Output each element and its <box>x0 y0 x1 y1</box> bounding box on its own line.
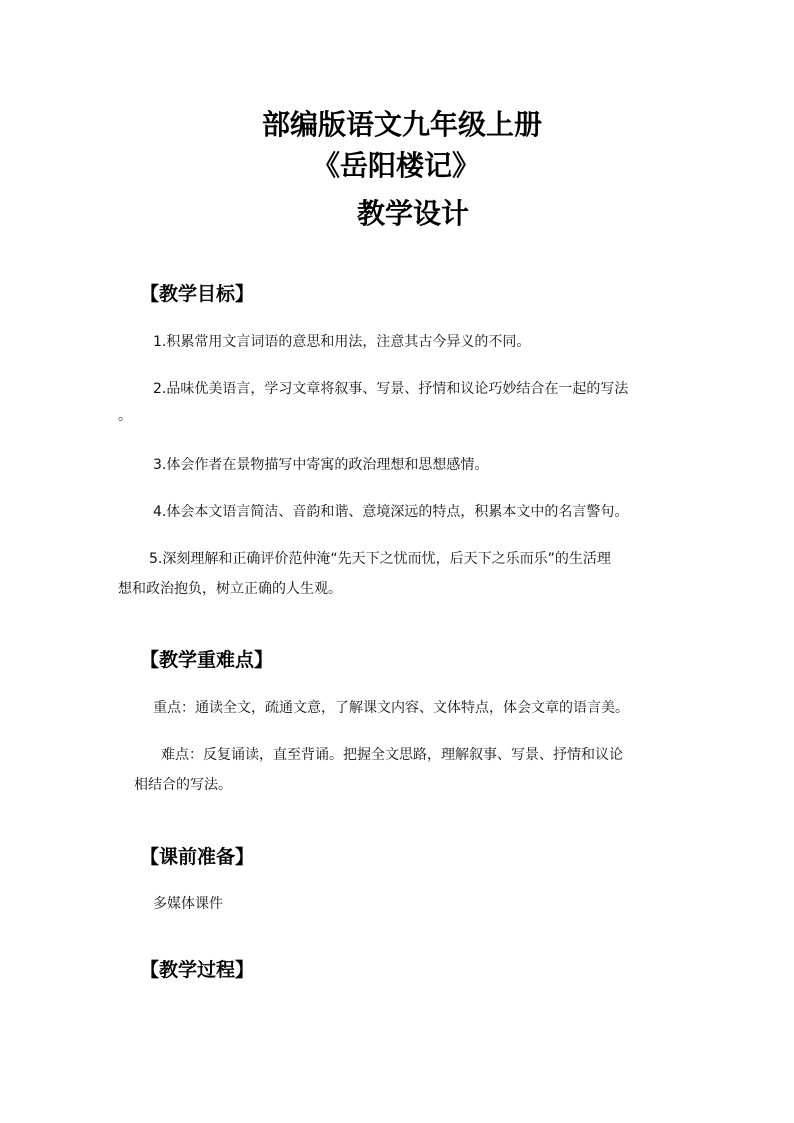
document-title-line2: 《岳阳楼记》 <box>312 149 481 182</box>
document-title-line1: 部编版语文九年级上册 <box>262 108 543 141</box>
document-title-line3: 教学设计 <box>357 197 470 230</box>
key-point-focus: 重点：通读全文，疏通文意，了解课文内容、文体特点，体会文章的语言美。 <box>153 700 629 716</box>
objective-item-2: 2.品味优美语言，学习文章将叙事、写景、抒情和议论巧妙结合在一起的写法 <box>153 381 629 397</box>
objective-item-2-end: 。 <box>118 408 132 424</box>
process-heading: 【教学过程】 <box>140 959 255 981</box>
preparation-heading: 【课前准备】 <box>140 846 255 868</box>
objective-item-1: 1.积累常用文言词语的意思和用法，注意其古今异义的不同。 <box>153 334 531 350</box>
objective-item-4: 4.体会本文语言简洁、音韵和谐、意境深远的特点，积累本文中的名言警句。 <box>153 504 629 520</box>
objectives-heading: 【教学目标】 <box>140 283 255 305</box>
objective-item-5: 5.深刻理解和正确评价范仲淹“先天下之忧而忧，后天下之乐而乐”的生活理 <box>149 551 611 567</box>
key-point-difficulty: 难点：反复诵读，直至背诵。把握全文思路，理解叙事、写景、抒情和议论 <box>161 747 623 763</box>
objective-item-3: 3.体会作者在景物描写中寄寓的政治理想和思想感情。 <box>153 457 489 473</box>
key-points-heading: 【教学重难点】 <box>140 649 274 671</box>
preparation-content: 多媒体课件 <box>153 896 223 912</box>
objective-item-5-cont: 想和政治抱负，树立正确的人生观。 <box>118 581 342 597</box>
key-point-difficulty-cont: 相结合的写法。 <box>134 777 232 793</box>
